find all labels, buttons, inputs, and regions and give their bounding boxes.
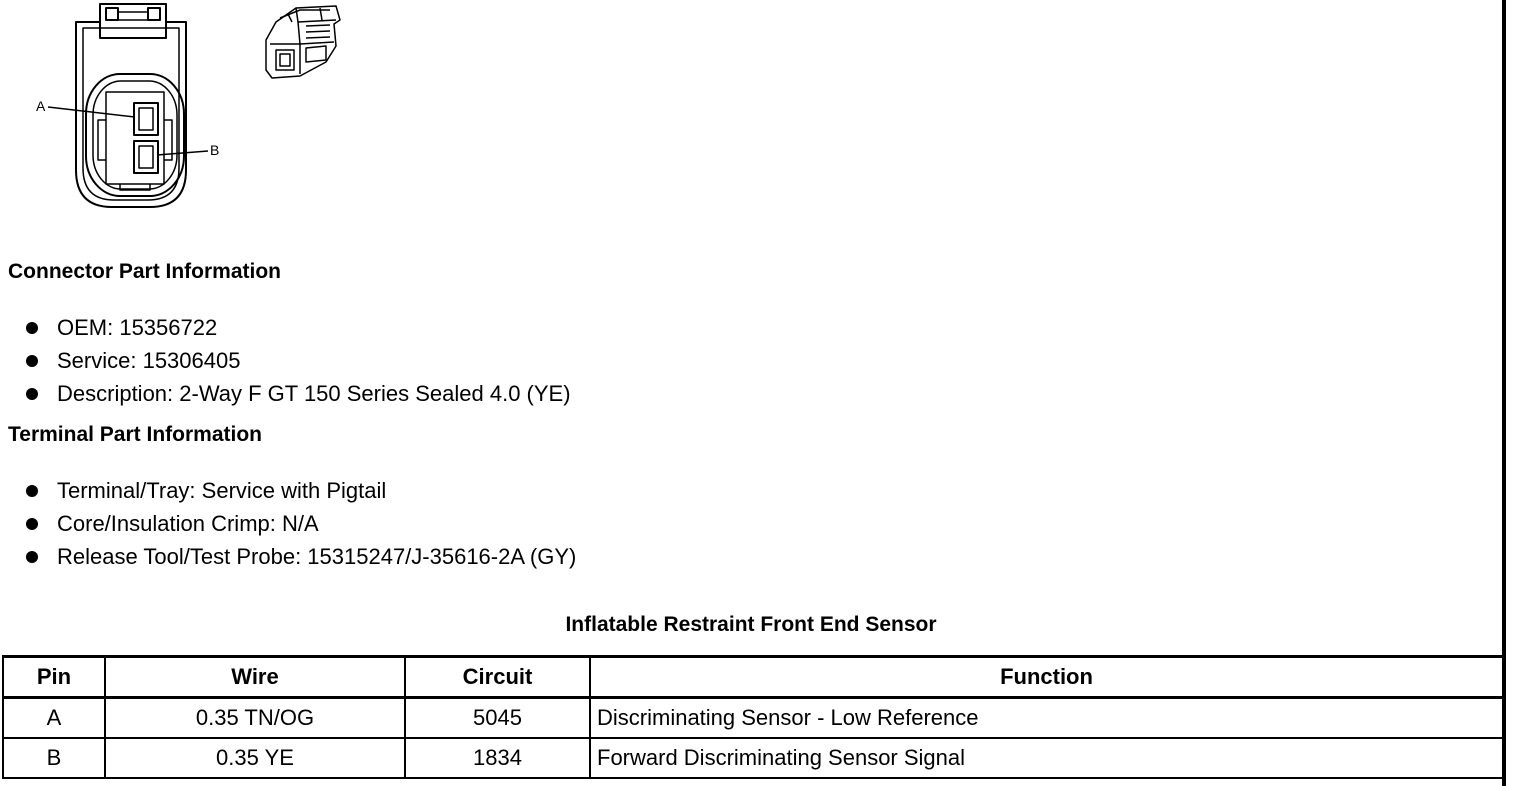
header-function: Function (590, 657, 1503, 698)
cell-wire: 0.35 TN/OG (105, 698, 405, 739)
connector-oem-number: OEM: 15356722 (57, 315, 218, 340)
bullet-icon (26, 551, 38, 563)
terminal-part-info-list (24, 474, 576, 573)
connector-part-info-list (24, 311, 571, 410)
table-title: Inflatable Restraint Front End Sensor (565, 613, 937, 636)
pin-label-a: A (36, 98, 46, 114)
header-pin: Pin (3, 657, 105, 698)
connector-service-number: Service: 15306405 (57, 348, 241, 373)
terminal-part-info-heading: Terminal Part Information (8, 423, 262, 446)
list-item (24, 474, 576, 507)
connector-description: Description: 2-Way F GT 150 Series Sealed 4.0 (YE) (57, 381, 571, 406)
cell-function: Discriminating Sensor - Low Reference (590, 698, 1503, 739)
terminal-tray: Terminal/Tray: Service with Pigtail (57, 478, 387, 503)
core-insulation-crimp: Core/Insulation Crimp: N/A (57, 511, 319, 536)
table-row (3, 698, 1503, 739)
cell-pin: B (3, 738, 105, 778)
cell-function: Forward Discriminating Sensor Signal (590, 738, 1503, 778)
bullet-icon (26, 355, 38, 367)
table-row (3, 738, 1503, 778)
connector-diagram (0, 0, 380, 215)
cell-circuit: 5045 (405, 698, 590, 739)
bullet-icon (26, 518, 38, 530)
list-item (24, 540, 576, 573)
cell-wire: 0.35 YE (105, 738, 405, 778)
connector-3d-view (266, 6, 340, 78)
list-item (24, 344, 571, 377)
cell-pin: A (3, 698, 105, 739)
list-item (24, 377, 571, 410)
connector-face-view (48, 4, 208, 207)
header-circuit: Circuit (405, 657, 590, 698)
release-tool-test-probe: Release Tool/Test Probe: 15315247/J-35616-2A (GY) (57, 544, 577, 569)
pin-label-b: B (210, 142, 220, 158)
bullet-icon (26, 485, 38, 497)
pinout-table (2, 655, 1504, 779)
bullet-icon (26, 322, 38, 334)
cell-circuit: 1834 (405, 738, 590, 778)
bullet-icon (26, 388, 38, 400)
list-item (24, 311, 571, 344)
header-wire: Wire (105, 657, 405, 698)
table-header-row (3, 657, 1503, 698)
list-item (24, 507, 576, 540)
connector-part-info-heading: Connector Part Information (8, 260, 282, 283)
